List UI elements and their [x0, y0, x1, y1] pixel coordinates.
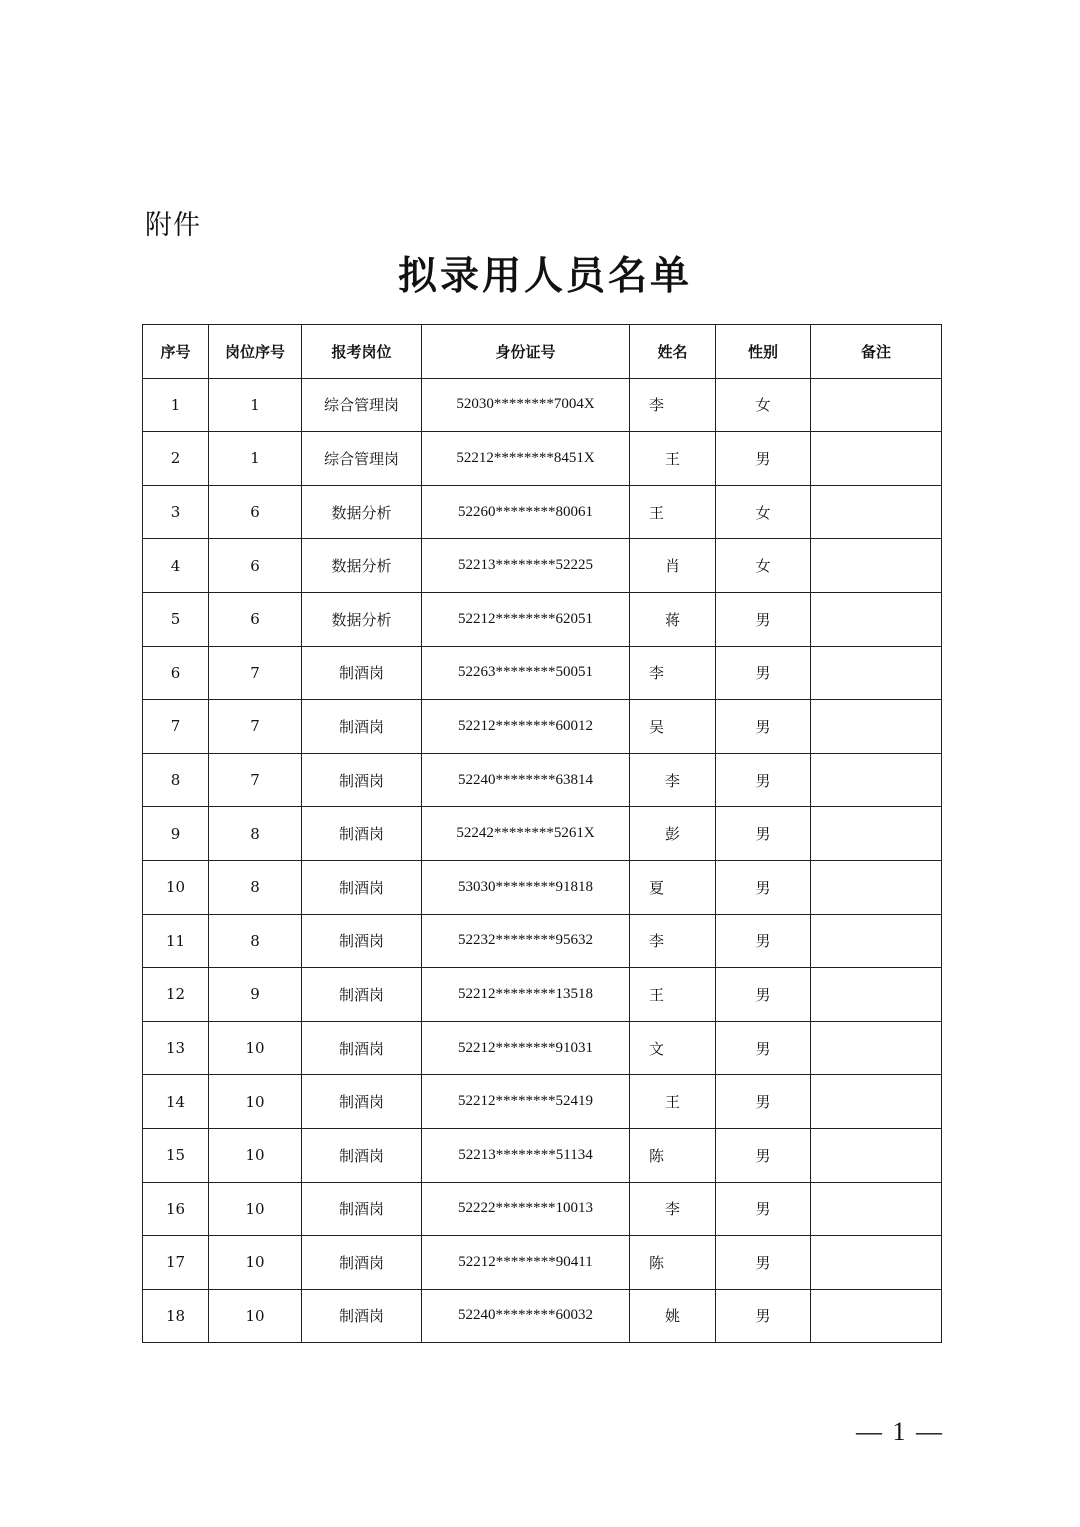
cell-post-seq: 8 [209, 860, 302, 914]
cell-remarks [811, 914, 942, 968]
cell-name [630, 485, 716, 539]
cell-id-number: 52232********95632 [422, 914, 630, 968]
cell-seq: 17 [143, 1236, 209, 1290]
cell-name [630, 968, 716, 1022]
table-row [143, 807, 942, 861]
table-row [143, 539, 942, 593]
cell-gender: 男 [716, 914, 811, 968]
cell-post: 数据分析 [302, 539, 422, 593]
cell-remarks [811, 807, 942, 861]
table-row [143, 753, 942, 807]
cell-post-seq: 10 [209, 1182, 302, 1236]
person-name: 肖 [664, 557, 680, 576]
cell-remarks [811, 646, 942, 700]
table-row [143, 378, 942, 432]
cell-seq: 8 [143, 753, 209, 807]
cell-post: 制酒岗 [302, 860, 422, 914]
person-name: 吴 [648, 717, 664, 736]
person-name: 彭 [664, 825, 680, 844]
person-name: 陈 [648, 1253, 664, 1272]
table-row [143, 700, 942, 754]
table-row [143, 860, 942, 914]
cell-seq: 14 [143, 1075, 209, 1129]
cell-remarks [811, 432, 942, 486]
cell-gender: 男 [716, 1075, 811, 1129]
table-row [143, 592, 942, 646]
cell-gender: 男 [716, 807, 811, 861]
cell-id-number: 52212********60012 [422, 700, 630, 754]
header-remarks: 备注 [811, 325, 942, 379]
cell-gender: 男 [716, 860, 811, 914]
cell-post-seq: 6 [209, 539, 302, 593]
cell-seq: 9 [143, 807, 209, 861]
cell-post: 制酒岗 [302, 1128, 422, 1182]
cell-remarks [811, 700, 942, 754]
person-name: 王 [648, 985, 664, 1004]
cell-seq: 13 [143, 1021, 209, 1075]
cell-remarks [811, 592, 942, 646]
header-name: 姓名 [630, 325, 716, 379]
cell-post: 制酒岗 [302, 807, 422, 861]
cell-seq: 18 [143, 1289, 209, 1343]
cell-id-number: 52212********91031 [422, 1021, 630, 1075]
cell-seq: 11 [143, 914, 209, 968]
cell-id-number: 52260********80061 [422, 485, 630, 539]
cell-seq: 15 [143, 1128, 209, 1182]
person-name: 李 [648, 664, 664, 683]
cell-name [630, 1182, 716, 1236]
cell-gender: 男 [716, 432, 811, 486]
person-name: 王 [664, 1093, 680, 1112]
table-row [143, 1021, 942, 1075]
cell-gender: 男 [716, 592, 811, 646]
person-name: 夏 [648, 878, 664, 897]
cell-post: 制酒岗 [302, 646, 422, 700]
document-title: 拟录用人员名单 [397, 253, 692, 299]
cell-id-number: 52213********52225 [422, 539, 630, 593]
cell-post: 数据分析 [302, 592, 422, 646]
table-row [143, 646, 942, 700]
cell-remarks [811, 1236, 942, 1290]
cell-remarks [811, 1289, 942, 1343]
cell-remarks [811, 1075, 942, 1129]
cell-post-seq: 10 [209, 1236, 302, 1290]
cell-id-number: 52240********63814 [422, 753, 630, 807]
cell-gender: 男 [716, 1021, 811, 1075]
cell-gender: 男 [716, 1289, 811, 1343]
cell-remarks [811, 968, 942, 1022]
person-name: 文 [648, 1039, 664, 1058]
cell-seq: 16 [143, 1182, 209, 1236]
table-row [143, 485, 942, 539]
table-row [143, 1075, 942, 1129]
table-row [143, 1289, 942, 1343]
cell-seq: 10 [143, 860, 209, 914]
cell-gender: 女 [716, 539, 811, 593]
attachment-label: 附件 [145, 210, 201, 241]
cell-remarks [811, 485, 942, 539]
cell-post: 综合管理岗 [302, 378, 422, 432]
table-row [143, 1128, 942, 1182]
cell-post: 数据分析 [302, 485, 422, 539]
cell-post-seq: 8 [209, 914, 302, 968]
person-name: 李 [648, 396, 664, 415]
cell-post: 制酒岗 [302, 700, 422, 754]
cell-remarks [811, 1182, 942, 1236]
cell-seq: 7 [143, 700, 209, 754]
cell-gender: 女 [716, 378, 811, 432]
cell-id-number: 53030********91818 [422, 860, 630, 914]
header-post: 报考岗位 [302, 325, 422, 379]
cell-name [630, 753, 716, 807]
person-name: 李 [648, 932, 664, 951]
cell-seq: 3 [143, 485, 209, 539]
cell-name [630, 378, 716, 432]
cell-gender: 男 [716, 1182, 811, 1236]
cell-name [630, 1075, 716, 1129]
header-id-number: 身份证号 [422, 325, 630, 379]
cell-post-seq: 8 [209, 807, 302, 861]
cell-post: 制酒岗 [302, 753, 422, 807]
cell-remarks [811, 1128, 942, 1182]
cell-gender: 男 [716, 646, 811, 700]
cell-remarks [811, 378, 942, 432]
cell-id-number: 52212********90411 [422, 1236, 630, 1290]
cell-gender: 男 [716, 1236, 811, 1290]
cell-id-number: 52212********8451X [422, 432, 630, 486]
cell-name [630, 592, 716, 646]
cell-post-seq: 1 [209, 432, 302, 486]
cell-gender: 男 [716, 753, 811, 807]
cell-remarks [811, 753, 942, 807]
cell-gender: 男 [716, 968, 811, 1022]
cell-post: 制酒岗 [302, 1021, 422, 1075]
cell-remarks [811, 860, 942, 914]
cell-name [630, 1236, 716, 1290]
cell-post: 制酒岗 [302, 1075, 422, 1129]
cell-name [630, 539, 716, 593]
cell-id-number: 52222********10013 [422, 1182, 630, 1236]
header-post-seq: 岗位序号 [209, 325, 302, 379]
cell-remarks [811, 1021, 942, 1075]
header-gender: 性别 [716, 325, 811, 379]
cell-post: 制酒岗 [302, 968, 422, 1022]
cell-name [630, 807, 716, 861]
cell-id-number: 52240********60032 [422, 1289, 630, 1343]
cell-id-number: 52242********5261X [422, 807, 630, 861]
cell-id-number: 52213********51134 [422, 1128, 630, 1182]
cell-post-seq: 10 [209, 1128, 302, 1182]
table-row [143, 1236, 942, 1290]
cell-name [630, 646, 716, 700]
cell-name [630, 700, 716, 754]
table-row [143, 1182, 942, 1236]
cell-id-number: 52212********13518 [422, 968, 630, 1022]
cell-post: 制酒岗 [302, 1236, 422, 1290]
table-body [143, 378, 942, 1343]
table-row [143, 432, 942, 486]
cell-post-seq: 7 [209, 753, 302, 807]
cell-seq: 4 [143, 539, 209, 593]
cell-post-seq: 10 [209, 1289, 302, 1343]
cell-name [630, 860, 716, 914]
cell-post: 综合管理岗 [302, 432, 422, 486]
cell-name [630, 432, 716, 486]
cell-post-seq: 10 [209, 1021, 302, 1075]
cell-gender: 男 [716, 700, 811, 754]
header-seq: 序号 [143, 325, 209, 379]
cell-name [630, 1289, 716, 1343]
cell-gender: 女 [716, 485, 811, 539]
cell-name [630, 1021, 716, 1075]
cell-post: 制酒岗 [302, 1182, 422, 1236]
person-name: 姚 [664, 1307, 680, 1326]
candidate-table [142, 324, 942, 1343]
person-name: 蒋 [664, 610, 680, 629]
person-name: 陈 [648, 1146, 664, 1165]
cell-post-seq: 6 [209, 592, 302, 646]
cell-seq: 5 [143, 592, 209, 646]
table-row [143, 968, 942, 1022]
cell-name [630, 1128, 716, 1182]
person-name: 李 [664, 1200, 680, 1219]
cell-seq: 12 [143, 968, 209, 1022]
cell-seq: 6 [143, 646, 209, 700]
person-name: 王 [648, 503, 664, 522]
table-header-row [143, 325, 942, 379]
cell-id-number: 52263********50051 [422, 646, 630, 700]
cell-seq: 2 [143, 432, 209, 486]
cell-post-seq: 7 [209, 700, 302, 754]
cell-post-seq: 10 [209, 1075, 302, 1129]
page-number: — 1 — [856, 1417, 944, 1446]
cell-gender: 男 [716, 1128, 811, 1182]
table-row [143, 914, 942, 968]
cell-id-number: 52030********7004X [422, 378, 630, 432]
cell-post: 制酒岗 [302, 1289, 422, 1343]
cell-post-seq: 7 [209, 646, 302, 700]
cell-id-number: 52212********62051 [422, 592, 630, 646]
cell-post-seq: 1 [209, 378, 302, 432]
person-name: 李 [664, 771, 680, 790]
cell-post-seq: 6 [209, 485, 302, 539]
cell-post: 制酒岗 [302, 914, 422, 968]
cell-id-number: 52212********52419 [422, 1075, 630, 1129]
cell-remarks [811, 539, 942, 593]
cell-seq: 1 [143, 378, 209, 432]
cell-post-seq: 9 [209, 968, 302, 1022]
cell-name [630, 914, 716, 968]
person-name: 王 [664, 449, 680, 468]
